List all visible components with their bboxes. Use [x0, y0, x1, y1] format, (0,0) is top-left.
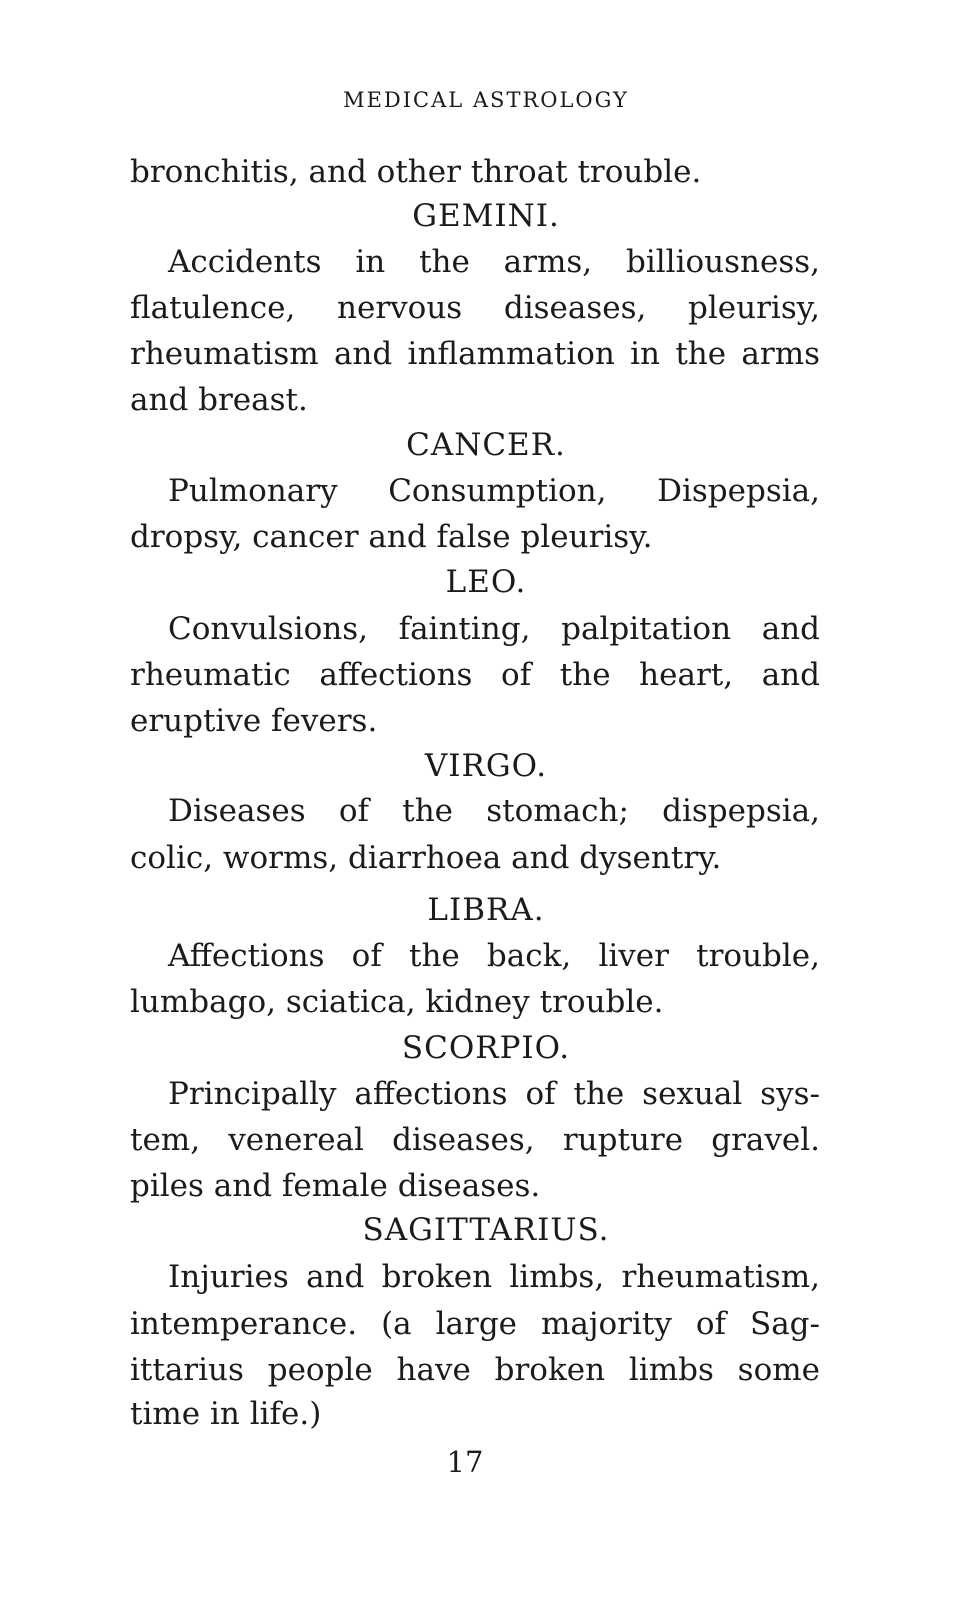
- cancer-line-1: Pulmonary Consumption, Dispepsia,: [168, 473, 820, 509]
- section-heading-scorpio: SCORPIO.: [401, 1030, 571, 1066]
- intro-line: bronchitis, and other throat trouble.: [130, 154, 702, 190]
- scorpio-line-1: Principally affections of the sexual sys-: [168, 1076, 820, 1112]
- gemini-line-2: flatulence, nervous diseases, pleurisy,: [130, 290, 820, 326]
- leo-line-1: Convulsions, fainting, palpitation and: [168, 611, 820, 647]
- virgo-line-1: Diseases of the stomach; dispepsia,: [168, 793, 820, 829]
- libra-line-2: lumbago, sciatica, kidney trouble.: [130, 984, 664, 1020]
- section-heading-libra: LIBRA.: [427, 892, 545, 928]
- virgo-line-2: colic, worms, diarrhoea and dysentry.: [130, 840, 722, 876]
- gemini-line-1: Accidents in the arms, billiousness,: [168, 244, 820, 280]
- leo-line-2: rheumatic affections of the heart, and: [130, 657, 820, 693]
- gemini-line-3: rheumatism and inflammation in the arms: [130, 336, 820, 372]
- gemini-line-4: and breast.: [130, 382, 308, 418]
- leo-line-3: eruptive fevers.: [130, 703, 378, 739]
- section-heading-virgo: VIRGO.: [424, 748, 548, 784]
- section-heading-cancer: CANCER.: [406, 427, 566, 463]
- section-heading-sagittarius: SAGITTARIUS.: [362, 1212, 610, 1248]
- section-heading-leo: LEO.: [445, 564, 527, 600]
- scorpio-line-3: piles and female diseases.: [130, 1168, 541, 1204]
- libra-line-1: Affections of the back, liver trouble,: [168, 938, 820, 974]
- cancer-line-2: dropsy, cancer and false pleurisy.: [130, 519, 653, 555]
- sagittarius-line-4: time in life.): [130, 1396, 322, 1432]
- page-number: 17: [446, 1445, 484, 1479]
- sagittarius-line-3: ittarius people have broken limbs some: [130, 1352, 820, 1388]
- sagittarius-line-1: Injuries and broken limbs, rheumatism,: [168, 1259, 820, 1295]
- section-heading-gemini: GEMINI.: [412, 198, 560, 234]
- scorpio-line-2: tem, venereal diseases, rupture gravel.: [130, 1122, 820, 1158]
- running-head: MEDICAL ASTROLOGY: [343, 88, 629, 112]
- sagittarius-line-2: intemperance. (a large majority of Sag-: [130, 1306, 820, 1342]
